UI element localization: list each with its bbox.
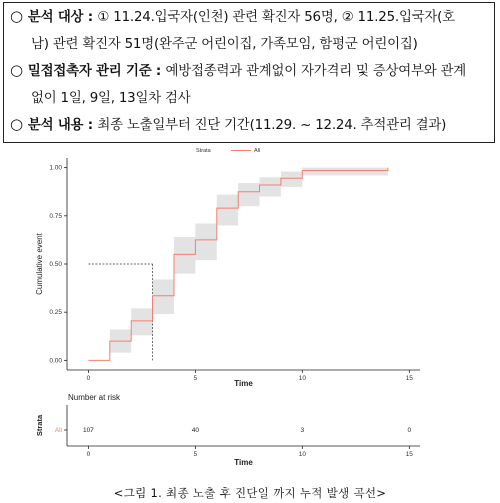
y-tick-label: 0.00 bbox=[49, 357, 62, 365]
criteria-item-contact-rule bbox=[10, 60, 466, 79]
cumulative-event-chart bbox=[0, 143, 500, 493]
criteria-item-target bbox=[10, 6, 455, 25]
criteria-separator: : bbox=[83, 10, 98, 25]
y-tick-label: 0.50 bbox=[49, 261, 62, 268]
risk-count: 107 bbox=[82, 427, 94, 434]
risk-count: 0 bbox=[407, 427, 412, 434]
criteria-separator: : bbox=[83, 118, 98, 133]
circle-bullet: ○ bbox=[10, 7, 23, 25]
ci-band-segment bbox=[153, 279, 174, 314]
criteria-separator: : bbox=[151, 64, 166, 79]
ci-band-segment bbox=[281, 171, 302, 186]
criteria-item-target-cont bbox=[31, 33, 418, 52]
y-tick-label: 0.25 bbox=[49, 309, 62, 317]
criteria-text: ① 11.24.입국자(인천) 관련 확진자 56명, ② 11.25.입국자(호 bbox=[97, 10, 455, 25]
ci-band-segment bbox=[217, 195, 238, 226]
risk-y-axis-label: Strata bbox=[35, 414, 44, 437]
criteria-label: 밀접접촉자 관리 기준 bbox=[27, 64, 152, 79]
circle-bullet: ○ bbox=[10, 115, 23, 133]
legend-title: Strata bbox=[196, 148, 211, 154]
ci-band-segment bbox=[302, 168, 388, 176]
risk-count: 40 bbox=[191, 427, 199, 434]
chart-legend bbox=[196, 148, 260, 154]
ci-band-segment bbox=[131, 308, 152, 335]
ci-band-segment bbox=[238, 183, 259, 206]
risk-x-tick-label: 15 bbox=[405, 451, 413, 458]
y-tick-label: 1.00 bbox=[49, 164, 62, 172]
risk-x-tick-label: 0 bbox=[86, 451, 91, 458]
ci-band-segment bbox=[174, 237, 195, 274]
ci-band-segment bbox=[260, 177, 281, 196]
x-tick-label: 10 bbox=[298, 375, 306, 382]
risk-x-axis-label: Time bbox=[234, 458, 253, 467]
y-tick-label: 0.75 bbox=[49, 212, 62, 220]
x-tick-label: 5 bbox=[193, 375, 198, 382]
criteria-text: 예방접종력과 관계없이 자가격리 및 증상여부와 관계 bbox=[165, 64, 466, 79]
circle-bullet: ○ bbox=[10, 61, 23, 79]
criteria-label: 분석 대상 bbox=[27, 10, 84, 25]
risk-table bbox=[64, 405, 420, 458]
x-axis-label: Time bbox=[234, 379, 253, 388]
risk-count: 3 bbox=[300, 427, 305, 434]
legend-label: All bbox=[254, 148, 261, 154]
ci-band-segment bbox=[195, 224, 216, 261]
risk-x-tick-label: 10 bbox=[298, 451, 306, 458]
criteria-box bbox=[3, 2, 495, 143]
criteria-item-contact-rule-cont bbox=[31, 87, 191, 106]
criteria-text: 남) 관련 확진자 51명(완주군 어린이집, 가족모임, 함평군 어린이집) bbox=[31, 37, 418, 52]
risk-row-label: All bbox=[54, 427, 62, 434]
confidence-band bbox=[110, 168, 388, 353]
figure-caption: <그림 1. 최종 노출 후 진단일 까지 누적 발생 곡선> bbox=[113, 486, 387, 500]
y-axis-label: Cumulative event bbox=[35, 233, 44, 295]
criteria-item-analysis bbox=[10, 114, 446, 133]
risk-table-title: Number at risk bbox=[68, 393, 121, 402]
chart-axes bbox=[49, 158, 420, 382]
x-tick-label: 0 bbox=[86, 375, 91, 382]
criteria-label: 분석 내용 bbox=[27, 118, 84, 133]
x-tick-label: 15 bbox=[405, 375, 413, 382]
risk-x-tick-label: 5 bbox=[193, 451, 198, 458]
criteria-text: 최종 노출일부터 진단 기간(11.29. ~ 12.24. 추적관리 결과) bbox=[97, 118, 447, 133]
criteria-text: 없이 1일, 9일, 13일차 검사 bbox=[31, 91, 191, 106]
